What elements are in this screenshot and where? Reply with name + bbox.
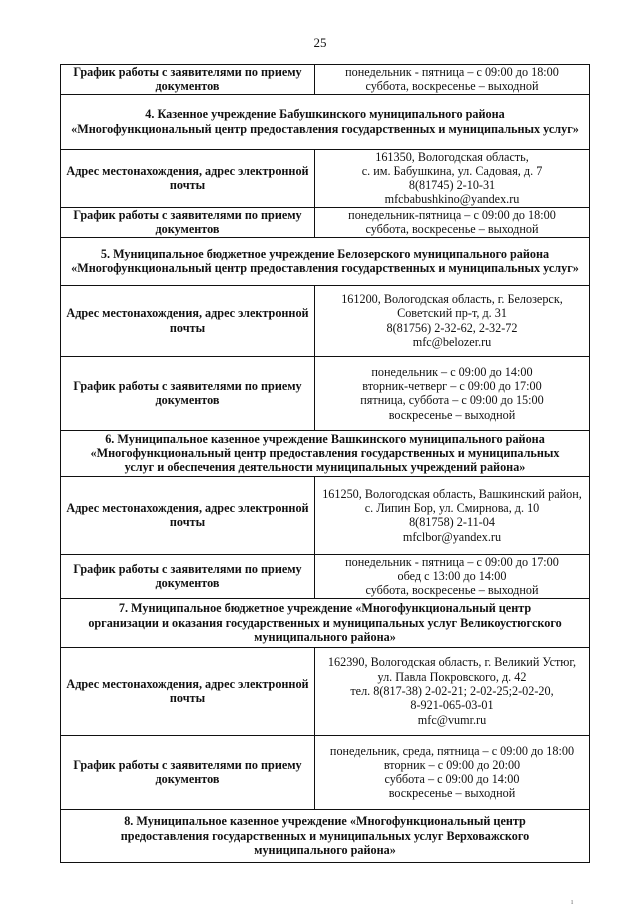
section-header-line: муниципального района»: [254, 842, 396, 857]
table-row: [61, 149, 590, 207]
row-value-line: 162390, Вологодская область, г. Великий Устюг,: [327, 655, 577, 670]
row-value-line: обед с 13:00 до 14:00: [397, 569, 507, 584]
row-value-line: пятница, суббота – с 09:00 до 15:00: [360, 393, 544, 408]
row-value: [315, 735, 590, 809]
row-label: График работы с заявителями по приему документов: [61, 356, 315, 430]
page-number: 25: [313, 35, 327, 50]
section-header-line: «Многофункциональный центр предоставления государственных и муниципальных услуг»: [71, 121, 579, 136]
row-value-line: 8(81745) 2-10-31: [408, 178, 496, 193]
section-header: [61, 237, 590, 285]
row-value-line: 161250, Вологодская область, Вашкинский район,: [322, 486, 582, 501]
row-value-line: понедельник – с 09:00 до 14:00: [371, 364, 533, 379]
row-value-line: mfc@vumr.ru: [417, 712, 487, 727]
table-row: [61, 735, 590, 809]
row-label: Адрес местонахождения, адрес электронной почты: [61, 647, 315, 735]
section-header: [61, 809, 590, 862]
table-row: [61, 647, 590, 735]
table-row: [61, 207, 590, 237]
row-label: Адрес местонахождения, адрес электронной почты: [61, 476, 315, 554]
section-header-row: [61, 809, 590, 862]
row-value-line: воскресенье – выходной: [388, 786, 516, 801]
row-value: [315, 356, 590, 430]
row-label: Адрес местонахождения, адрес электронной почты: [61, 149, 315, 207]
row-value-line: 161350, Вологодская область,: [375, 149, 529, 164]
mfc-directory-table: [60, 64, 590, 863]
row-value-line: суббота, воскресенье – выходной: [365, 583, 539, 598]
row-label: Адрес местонахождения, адрес электронной почты: [61, 285, 315, 356]
row-value-line: вторник – с 09:00 до 20:00: [383, 757, 521, 772]
row-value: [315, 476, 590, 554]
row-value-line: 161200, Вологодская область, г. Белозерск,: [341, 292, 563, 307]
section-header-row: [61, 598, 590, 647]
table-row: [61, 356, 590, 430]
row-value-line: тел. 8(817-38) 2-02-21; 2-02-25;2-02-20,: [350, 684, 554, 699]
row-value-line: с. Липин Бор, ул. Смирнова, д. 10: [364, 500, 540, 515]
section-header-line: «Многофункциональный центр предоставления государственных и муниципальных: [90, 446, 560, 461]
table-body: [61, 65, 590, 863]
row-value: [315, 65, 590, 95]
row-value-line: суббота, воскресенье – выходной: [365, 222, 539, 237]
section-header-line: муниципального района»: [254, 629, 396, 644]
row-value: [315, 149, 590, 207]
section-header-row: [61, 94, 590, 149]
row-value-line: mfcbabushkino@yandex.ru: [384, 192, 520, 207]
table-row: [61, 65, 590, 95]
row-value-line: понедельник - пятница – с 09:00 до 18:00: [345, 65, 559, 79]
row-value-line: понедельник-пятница – с 09:00 до 18:00: [348, 207, 556, 222]
table-row: [61, 554, 590, 598]
row-value-line: 8(81758) 2-11-04: [409, 515, 495, 530]
section-header-line: услуг и обеспечения деятельности муниципальных учреждений района»: [124, 460, 526, 475]
row-value-line: воскресенье – выходной: [388, 407, 516, 422]
section-header-line: организации и оказания государственных и муниципальных услуг Великоустюгского: [88, 615, 562, 630]
section-header-row: [61, 237, 590, 285]
row-value-line: Советский пр-т, д. 31: [397, 306, 507, 321]
row-value-line: mfclbor@yandex.ru: [402, 529, 502, 544]
section-header-row: [61, 430, 590, 476]
section-header-line: 7. Муниципальное бюджетное учреждение «Многофункциональный центр: [118, 601, 532, 616]
row-value-line: понедельник - пятница – с 09:00 до 17:00: [345, 554, 559, 569]
table-row: [61, 476, 590, 554]
row-label: График работы с заявителями по приему документов: [61, 65, 315, 95]
section-header-line: предоставления государственных и муниципальных услуг Верховажского: [120, 828, 530, 843]
row-value-line: mfc@belozer.ru: [412, 335, 492, 350]
row-value-line: суббота – с 09:00 до 14:00: [384, 772, 520, 787]
row-value: [315, 285, 590, 356]
section-header-line: 4. Казенное учреждение Бабушкинского муниципального района: [145, 107, 505, 122]
section-header: [61, 598, 590, 647]
row-label: График работы с заявителями по приему документов: [61, 207, 315, 237]
row-value-line: 8(81756) 2-32-62, 2-32-72: [386, 320, 518, 335]
row-value-line: ул. Павла Покровского, д. 42: [377, 669, 527, 684]
section-header: [61, 430, 590, 476]
row-value-line: понедельник, среда, пятница – с 09:00 до 18:00: [329, 743, 575, 758]
row-value-line: суббота, воскресенье – выходной: [365, 79, 539, 94]
section-header-line: 8. Муниципальное казенное учреждение «Многофункциональный центр: [124, 814, 526, 829]
row-value-line: 8-921-065-03-01: [410, 698, 494, 713]
row-value-line: с. им. Бабушкина, ул. Садовая, д. 7: [361, 163, 543, 178]
row-value: [315, 554, 590, 598]
section-header-line: «Многофункциональный центр предоставления государственных и муниципальных услуг»: [71, 261, 579, 276]
row-label: График работы с заявителями по приему документов: [61, 554, 315, 598]
section-header-line: 5. Муниципальное бюджетное учреждение Белозерского муниципального района: [100, 246, 550, 261]
row-value: [315, 207, 590, 237]
row-label: График работы с заявителями по приему документов: [61, 735, 315, 809]
table-row: [61, 285, 590, 356]
section-header-line: 6. Муниципальное казенное учреждение Вашкинского муниципального района: [105, 431, 545, 446]
section-header: [61, 94, 590, 149]
row-value-line: вторник-четверг – с 09:00 до 17:00: [362, 378, 542, 393]
row-value: [315, 647, 590, 735]
scan-mark: ı: [571, 897, 574, 906]
